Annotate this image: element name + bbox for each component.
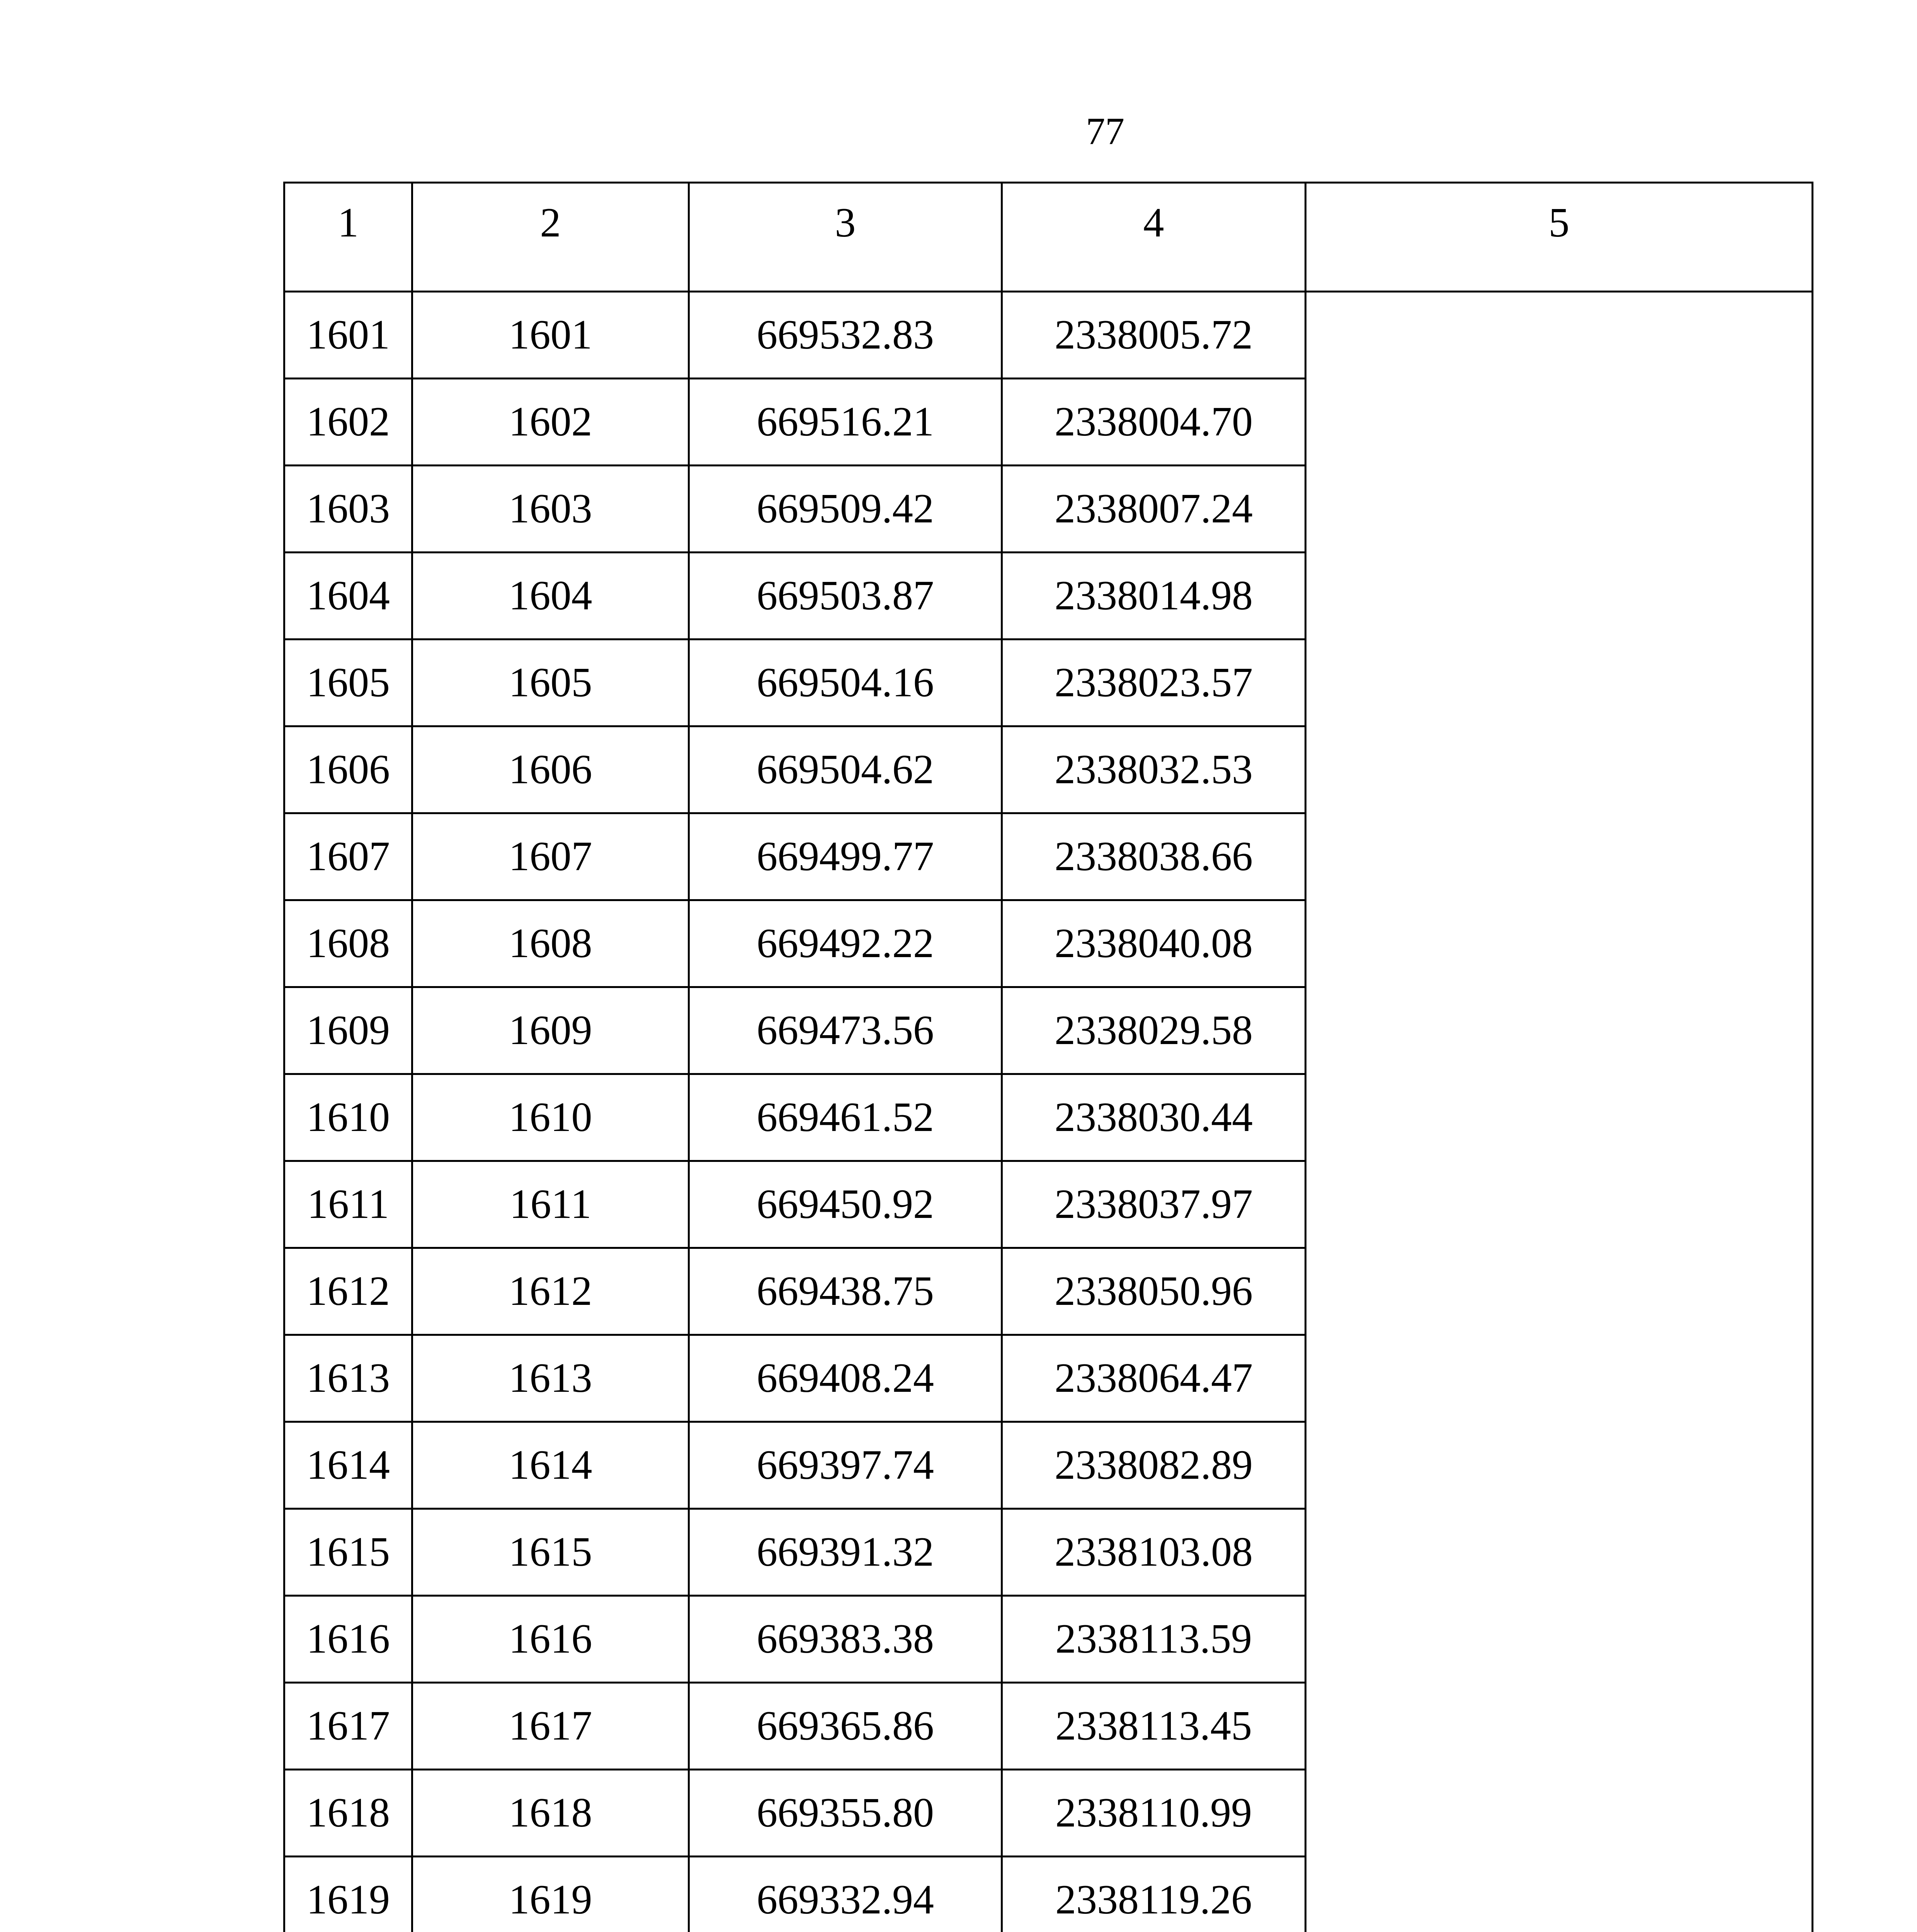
table-cell-col3: 669332.94 (689, 1857, 1002, 1932)
table-cell-col4: 2338103.08 (1002, 1509, 1306, 1596)
table-cell-col3: 669499.77 (689, 813, 1002, 900)
page-number: 77 (1086, 110, 1124, 153)
table-cell-col3: 669397.74 (689, 1422, 1002, 1509)
table-cell-col1: 1615 (284, 1509, 412, 1596)
table-cell-col4: 2338038.66 (1002, 813, 1306, 900)
table-cell-col4: 2338040.08 (1002, 900, 1306, 987)
table-cell-col1: 1608 (284, 900, 412, 987)
header-cell-3: 3 (689, 183, 1002, 292)
table-cell-col1: 1602 (284, 379, 412, 466)
table-cell-col3: 669365.86 (689, 1683, 1002, 1770)
table-cell-col2: 1612 (412, 1248, 689, 1335)
table-cell-col2: 1605 (412, 639, 689, 726)
table-cell-col4: 2338110.99 (1002, 1770, 1306, 1857)
table-cell-col4: 2338005.72 (1002, 292, 1306, 379)
table-cell-col3: 669383.38 (689, 1596, 1002, 1683)
table-cell-col1: 1611 (284, 1161, 412, 1248)
table-cell-col2: 1617 (412, 1683, 689, 1770)
table-cell-col3: 669408.24 (689, 1335, 1002, 1422)
table-cell-col1: 1603 (284, 466, 412, 553)
table-cell-col4: 2338119.26 (1002, 1857, 1306, 1932)
table-cell-col1: 1616 (284, 1596, 412, 1683)
table-cell-col4: 2338113.45 (1002, 1683, 1306, 1770)
table-cell-col3: 669355.80 (689, 1770, 1002, 1857)
table-cell-col4: 2338082.89 (1002, 1422, 1306, 1509)
table-cell-col2: 1604 (412, 553, 689, 639)
table-cell-col4: 2338023.57 (1002, 639, 1306, 726)
header-cell-1: 1 (284, 183, 412, 292)
table-cell-col4: 2338032.53 (1002, 726, 1306, 813)
table-cell-col1: 1605 (284, 639, 412, 726)
table-cell-col3: 669391.32 (689, 1509, 1002, 1596)
table-cell-col3: 669503.87 (689, 553, 1002, 639)
table-cell-col2: 1606 (412, 726, 689, 813)
coordinate-table (283, 182, 1813, 1932)
table-cell-col3: 669504.62 (689, 726, 1002, 813)
table-cell-col3: 669516.21 (689, 379, 1002, 466)
table-row (284, 292, 1813, 379)
table-cell-col1: 1613 (284, 1335, 412, 1422)
table-cell-col2: 1608 (412, 900, 689, 987)
table-cell-col2: 1602 (412, 379, 689, 466)
table-cell-col4: 2338004.70 (1002, 379, 1306, 466)
table-cell-col2: 1603 (412, 466, 689, 553)
table-cell-col1: 1610 (284, 1074, 412, 1161)
table-cell-col4: 2338050.96 (1002, 1248, 1306, 1335)
table-cell-col3: 669450.92 (689, 1161, 1002, 1248)
table-cell-col3: 669509.42 (689, 466, 1002, 553)
header-cell-5: 5 (1306, 183, 1813, 292)
table-cell-col4: 2338014.98 (1002, 553, 1306, 639)
table-cell-col3: 669492.22 (689, 900, 1002, 987)
table-cell-col3: 669438.75 (689, 1248, 1002, 1335)
table-cell-col2: 1616 (412, 1596, 689, 1683)
table-cell-col1: 1612 (284, 1248, 412, 1335)
table-cell-col2: 1615 (412, 1509, 689, 1596)
table-cell-col4: 2338113.59 (1002, 1596, 1306, 1683)
table-cell-col2: 1610 (412, 1074, 689, 1161)
table-cell-col1: 1617 (284, 1683, 412, 1770)
table-cell-col4: 2338064.47 (1002, 1335, 1306, 1422)
header-cell-2: 2 (412, 183, 689, 292)
table-cell-col1: 1606 (284, 726, 412, 813)
table-cell-col1: 1619 (284, 1857, 412, 1932)
table-cell-col2: 1601 (412, 292, 689, 379)
table-cell-col1: 1604 (284, 553, 412, 639)
table-body (284, 183, 1813, 1932)
table-cell-col1: 1609 (284, 987, 412, 1074)
table-cell-col1: 1614 (284, 1422, 412, 1509)
table-cell-col4: 2338029.58 (1002, 987, 1306, 1074)
header-cell-4: 4 (1002, 183, 1306, 292)
table-cell-col3: 669473.56 (689, 987, 1002, 1074)
table-cell-col2: 1611 (412, 1161, 689, 1248)
merged-notes-cell (1306, 292, 1813, 1932)
table-header-row (284, 183, 1813, 292)
table-cell-col1: 1618 (284, 1770, 412, 1857)
table-cell-col2: 1607 (412, 813, 689, 900)
table-cell-col3: 669504.16 (689, 639, 1002, 726)
table-cell-col4: 2338030.44 (1002, 1074, 1306, 1161)
table-cell-col2: 1619 (412, 1857, 689, 1932)
table-cell-col2: 1609 (412, 987, 689, 1074)
table-cell-col2: 1618 (412, 1770, 689, 1857)
table-cell-col2: 1614 (412, 1422, 689, 1509)
table-cell-col1: 1601 (284, 292, 412, 379)
table-cell-col4: 2338007.24 (1002, 466, 1306, 553)
table-cell-col4: 2338037.97 (1002, 1161, 1306, 1248)
table-cell-col3: 669532.83 (689, 292, 1002, 379)
table-cell-col1: 1607 (284, 813, 412, 900)
table-cell-col2: 1613 (412, 1335, 689, 1422)
table-cell-col3: 669461.52 (689, 1074, 1002, 1161)
